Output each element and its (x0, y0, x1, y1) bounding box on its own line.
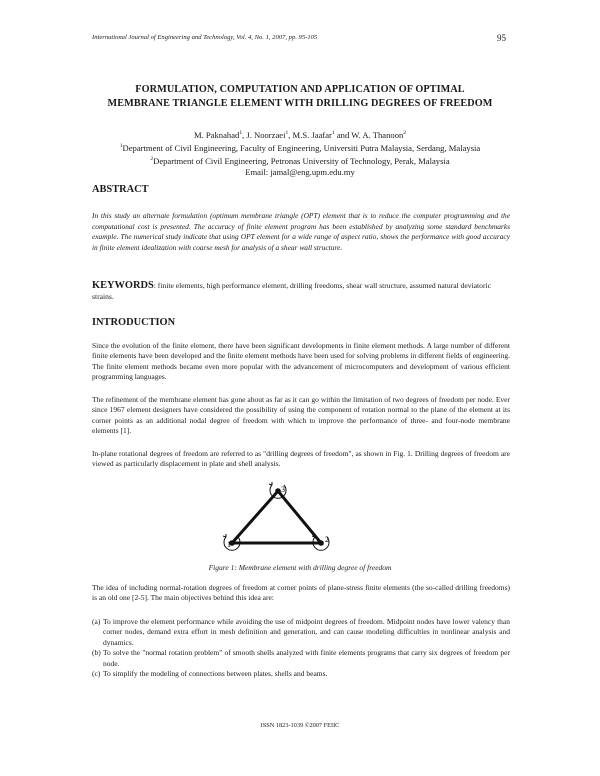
list-item (92, 617, 510, 648)
author-2-sup: 1 (285, 130, 289, 136)
introduction-heading: INTRODUCTION (92, 317, 176, 328)
figure-1-caption: Figure 1: Membrane element with drilling degree of freedom (208, 563, 392, 572)
affiliation-1 (60, 141, 540, 154)
author-4: W. A. Thanoon (351, 129, 404, 140)
affiliation-2-num: 2 (150, 155, 154, 162)
paper-title (60, 83, 540, 111)
intro-paragraph-4: The idea of including normal-rotation degrees of freedom at corner points of plane-stress finite elements (the so-called drilling freedoms) is an old one [2-5]. The main objectives behind this idea are: (92, 583, 510, 603)
affiliation-1-num: 1 (119, 142, 123, 149)
title-line-1: FORMULATION, COMPUTATION AND APPLICATION OF OPTIMAL (135, 84, 465, 95)
author-email: Email: jamal@eng.upm.edu.my (245, 166, 355, 177)
intro-paragraph-3: In-plane rotational degrees of freedom are referred to as "drilling degrees of freedom", as shown in Fig. 1. Drilling degrees of freedom are viewed as particularly displacement in plate and shell analysis. (92, 449, 510, 469)
objectives-list (92, 617, 510, 679)
membrane-triangle-diagram (218, 480, 348, 562)
page-number: 95 (497, 33, 506, 43)
abstract-heading: ABSTRACT (92, 184, 149, 195)
list-marker: (c) (92, 669, 101, 679)
node-1-arrowhead (223, 534, 226, 537)
affiliation-2 (60, 154, 540, 167)
figure-1 (218, 480, 348, 567)
keywords-label: KEYWORDS (92, 280, 154, 291)
keywords-text: : finite elements, high performance element, drilling freedoms, shear wall structure, assumed natural deviatoric strains. (92, 281, 491, 301)
node-3-arrowhead (269, 482, 272, 485)
abstract-body: In this study an alternate formulation (optimum membrane triangle (OPT) element that is to reduce the computer programming and the computational cost is presented. The accuracy of finite element program has been established by analyzing some standard benchmarks example. The numerical study indicate that using OPT element for a wide range of aspect ratio, shows the performance with good accuracy in finite element idealization with coarse mesh for analysis of a shear wall structure. (92, 211, 510, 252)
author-1-sup: 1 (239, 130, 243, 136)
node-2-dot (318, 540, 324, 546)
author-3: M.S. Jaafar (292, 129, 332, 140)
author-1: M. Paknahad (193, 129, 240, 140)
affiliation-2-text: Department of Civil Engineering, Petronas University of Technology, Perak, Malaysia (153, 155, 450, 166)
affiliation-1-text: Department of Civil Engineering, Faculty of Engineering, Universiti Putra Malaysia, Serdang, Malaysia (122, 142, 481, 153)
author-3-sup: 1 (331, 130, 335, 136)
node-2-label: 2 (325, 535, 329, 544)
intro-paragraph-2: The refinement of the membrane element has gone about as far as it can go within the limitation of two degrees of freedom per node. Ever since 1967 element designers have considered the possibility of using the component of rotation normal to the plane of the element at its corner points as an additional nodal degree of freedom with which to improve the performance of three- and four-node membrane elements [1]. (92, 395, 510, 436)
list-item (92, 648, 510, 669)
triangle-element (232, 491, 321, 543)
list-item-text: To solve the "normal rotation problem" of smooth shells analyzed with finite elements programs that carry six degrees of freedom per node. (103, 648, 510, 668)
running-head: International Journal of Engineering and Technology, Vol. 4, No. 1, 2007, pp. 95-105 (92, 34, 318, 41)
keywords (92, 280, 510, 302)
node-1-label: 1 (227, 540, 231, 549)
node-3-dot (275, 488, 281, 494)
footer-issn: ISSN 1823-1039 ©2007 FEIIC (260, 722, 340, 729)
intro-paragraph-1: Since the evolution of the finite element, there have been significant developments in finite element methods. A large number of different finite elements have been developed and the finite element methods have been used for solving problems in different fields of engineering. The finite element methods became even more popular with the advancement of microcomputers and development of various efficient programming languages. (92, 341, 510, 382)
author-4-sup: 2 (403, 130, 407, 136)
list-item-text: To simplify the modeling of connections between plates, shells and beams. (103, 669, 328, 679)
author-block (60, 128, 540, 178)
title-line-2: MEMBRANE TRIANGLE ELEMENT WITH DRILLING DEGREES OF FREEDOM (107, 98, 493, 109)
list-item (92, 669, 510, 679)
list-item-text: To improve the element performance while avoiding the use of midpoint degrees of freedom. Midpoint nodes have lower valency than corner nodes, demand extra effort in mesh definition and generation, and can cause modeling difficulties in nonlinear analysis and dynamics. (103, 617, 510, 647)
list-marker: (a) (92, 617, 101, 626)
author-list: M. Paknahad$^1$, J. Noorzaei$^1$, M.S. Jaafar$^1$ and W. A. Thanoon$^2$ (193, 129, 407, 140)
node-3-label: 3 (281, 485, 285, 494)
list-marker: (b) (92, 648, 101, 658)
author-2: J. Noorzaei (246, 129, 286, 140)
